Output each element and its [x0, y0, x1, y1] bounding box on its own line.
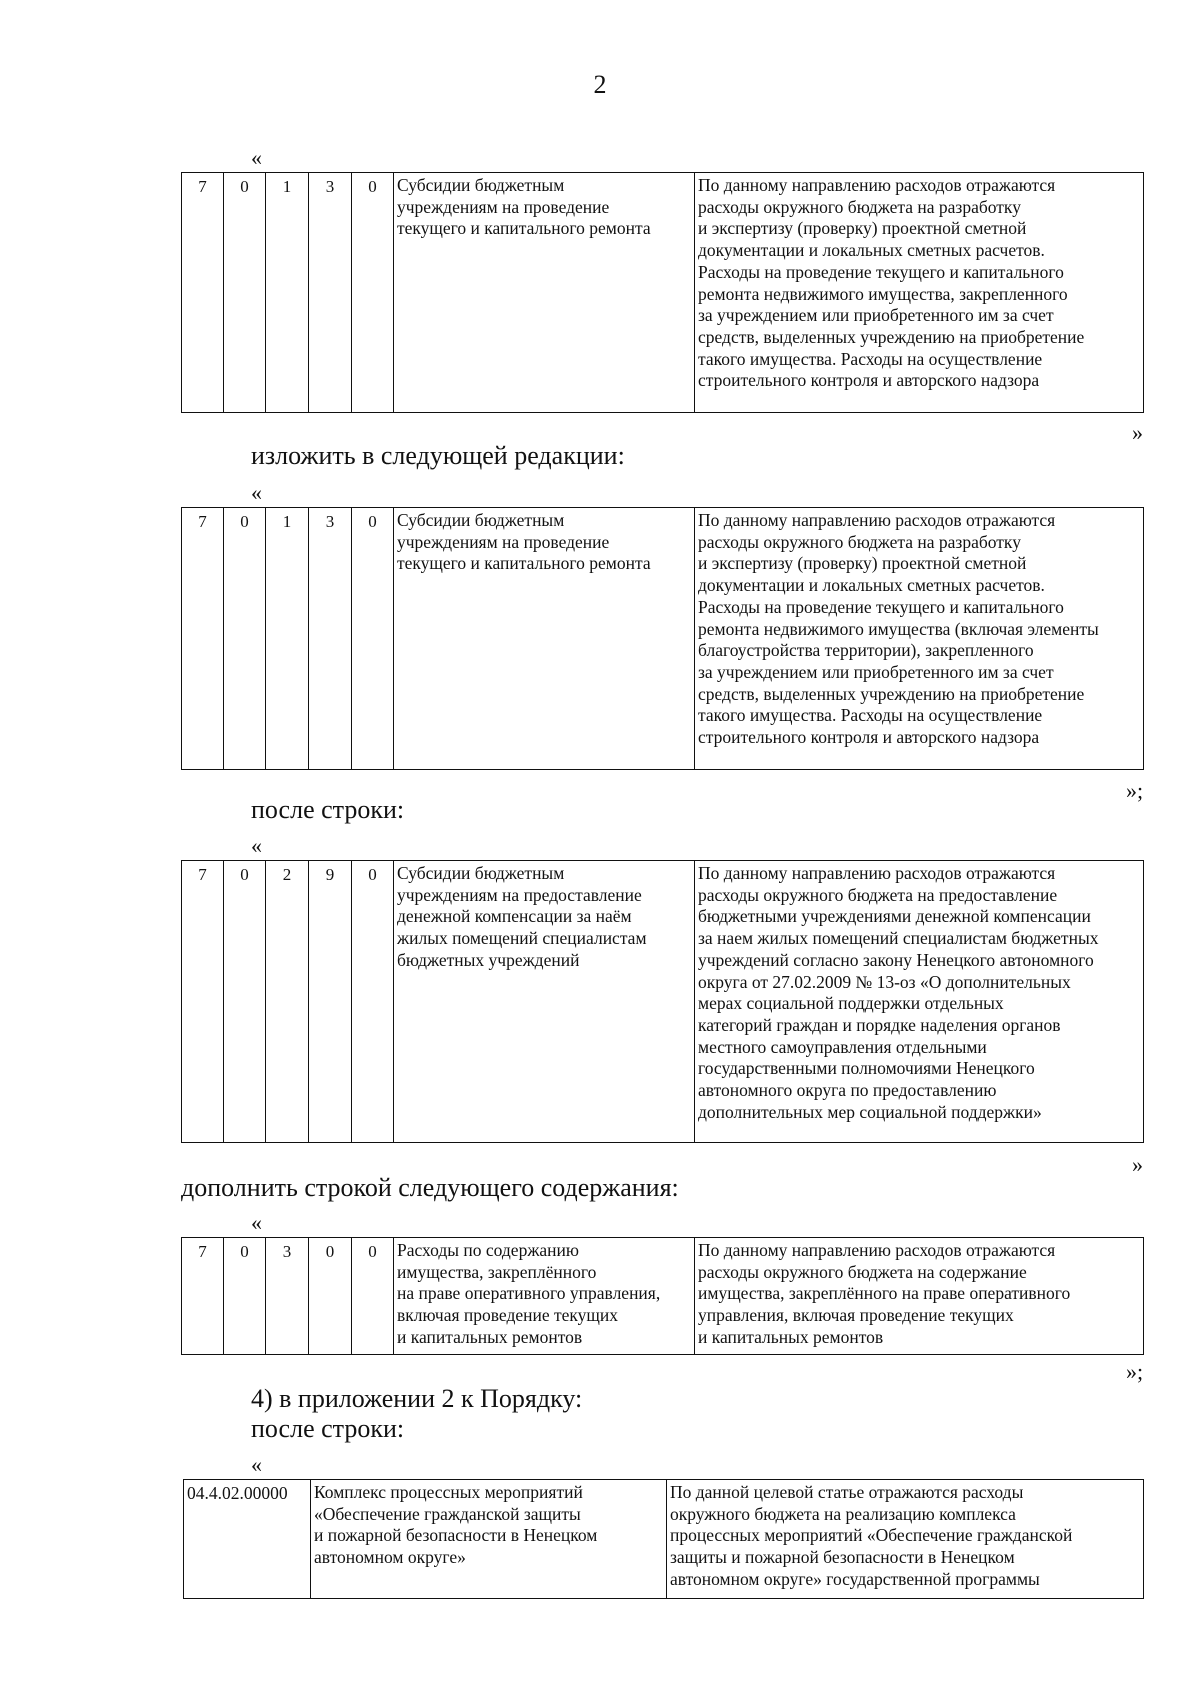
expense-description [695, 173, 1144, 413]
text-line: строительного контроля и авторского надзора [698, 727, 1040, 748]
close-quote: » [1132, 420, 1143, 445]
code-digit: 1 [266, 508, 309, 770]
expense-name [394, 1238, 695, 1355]
code-digit: 0 [224, 861, 266, 1143]
text-line: защиты и пожарной безопасности в Ненецком [670, 1547, 1015, 1568]
text-line: включая проведение текущих [397, 1305, 619, 1326]
close-quote: » [1132, 1152, 1143, 1177]
text-line: По данной целевой статье отражаются расходы [670, 1482, 1024, 1502]
text-line: По данному направлению расходов отражаются [698, 510, 1056, 530]
text-line: мерах социальной поддержки отдельных [698, 993, 1004, 1014]
text-line: автономном округе» [314, 1547, 466, 1568]
text-line: жилых помещений специалистам [397, 928, 647, 949]
text-line: управления, включая проведение текущих [698, 1305, 1014, 1326]
code-digit: 7 [182, 173, 224, 413]
text-line: государственными полномочиями Ненецкого [698, 1058, 1035, 1079]
open-quote: « [251, 145, 262, 170]
text-line: автономного округа по предоставлению [698, 1080, 997, 1101]
text-line: автономном округе» государственной программы [670, 1568, 1040, 1589]
page-number: 2 [593, 70, 607, 99]
text-line: Расходы по содержанию [397, 1240, 579, 1260]
text-line: Расходы на проведение текущего и капитального [698, 596, 1064, 617]
open-quote: « [251, 1452, 262, 1477]
text-line: и капитальных ремонтов [397, 1326, 583, 1347]
code-table-2 [181, 507, 1144, 770]
text-line: и капитальных ремонтов [698, 1326, 884, 1347]
text-line: Комплекс процессных мероприятий [314, 1482, 583, 1502]
code-table-4 [181, 1237, 1144, 1355]
text-line: расходы окружного бюджета на содержание [698, 1261, 1027, 1282]
code-digit: 3 [266, 1238, 309, 1355]
code-digit: 1 [266, 173, 309, 413]
text-line: текущего и капитального ремонта [397, 218, 651, 239]
text-line: расходы окружного бюджета на разработку [698, 196, 1021, 217]
code-digit: 3 [309, 508, 352, 770]
code-table-3 [181, 860, 1144, 1143]
close-quote: »; [1126, 778, 1144, 803]
text-line: По данному направлению расходов отражаются [698, 863, 1056, 883]
text-line: дополнительных мер социальной поддержки» [698, 1101, 1042, 1122]
program-name [311, 1480, 667, 1599]
text-line: за учреждением или приобретенного им за счет [698, 305, 1054, 326]
code-digit: 0 [224, 1238, 266, 1355]
text-line: учреждений согласно закону Ненецкого автономного [698, 949, 1094, 970]
text-line: учреждениям на предоставление [397, 884, 642, 905]
code-table-1 [181, 172, 1144, 413]
code-digit: 0 [352, 861, 394, 1143]
section-heading: дополнить строкой следующего содержания: [181, 1173, 679, 1202]
expense-description [695, 508, 1144, 770]
code-digit: 0 [352, 508, 394, 770]
text-line: учреждениям на проведение [397, 531, 610, 552]
code-digit: 0 [309, 1238, 352, 1355]
text-line: и пожарной безопасности в Ненецком [314, 1525, 598, 1546]
open-quote: « [251, 1210, 262, 1235]
text-line: за учреждением или приобретенного им за счет [698, 661, 1054, 682]
text-line: бюджетных учреждений [397, 949, 580, 970]
text-line: благоустройства территории), закрепленного [698, 640, 1034, 661]
code-table-5 [183, 1479, 1144, 1599]
code-digit: 2 [266, 861, 309, 1143]
text-line: на праве оперативного управления, [397, 1283, 661, 1304]
expense-name [394, 508, 695, 770]
text-line: Расходы на проведение текущего и капитального [698, 261, 1064, 282]
expense-description [695, 861, 1144, 1143]
target-code: 04.4.02.00000 [184, 1480, 311, 1599]
text-line: имущества, закреплённого [397, 1261, 597, 1282]
close-quote: »; [1126, 1359, 1144, 1384]
text-line: имущества, закреплённого на праве оперативного [698, 1283, 1071, 1304]
text-line: округа от 27.02.2009 № 13-оз «О дополнительных [698, 971, 1071, 992]
text-line: Субсидии бюджетным [397, 175, 565, 195]
section-heading: 4) в приложении 2 к Порядку: [251, 1384, 583, 1413]
text-line: учреждениям на проведение [397, 196, 610, 217]
code-digit: 9 [309, 861, 352, 1143]
code-digit: 7 [182, 1238, 224, 1355]
text-line: расходы окружного бюджета на предоставление [698, 884, 1058, 905]
code-digit: 0 [352, 1238, 394, 1355]
text-line: Субсидии бюджетным [397, 863, 565, 883]
text-line: строительного контроля и авторского надзора [698, 370, 1040, 391]
text-line: «Обеспечение гражданской защиты [314, 1503, 581, 1524]
code-digit: 0 [224, 173, 266, 413]
text-line: документации и локальных сметных расчетов. [698, 575, 1045, 596]
text-line: такого имущества. Расходы на осуществление [698, 705, 1043, 726]
text-line: и экспертизу (проверку) проектной сметной [698, 553, 1027, 574]
code-digit: 7 [182, 861, 224, 1143]
code-digit: 3 [309, 173, 352, 413]
text-line: денежной компенсации за наём [397, 906, 632, 927]
text-line: и экспертизу (проверку) проектной сметной [698, 218, 1027, 239]
text-line: средств, выделенных учреждению на приобретение [698, 683, 1085, 704]
text-line: документации и локальных сметных расчетов. [698, 240, 1045, 261]
text-line: ремонта недвижимого имущества, закрепленного [698, 283, 1068, 304]
text-line: Субсидии бюджетным [397, 510, 565, 530]
text-line: местного самоуправления отдельными [698, 1036, 987, 1057]
code-digit: 0 [224, 508, 266, 770]
section-heading: после строки: [251, 1414, 405, 1443]
open-quote: « [251, 833, 262, 858]
text-line: ремонта недвижимого имущества (включая элементы [698, 618, 1099, 639]
text-line: средств, выделенных учреждению на приобретение [698, 326, 1085, 347]
text-line: категорий граждан и порядке наделения органов [698, 1014, 1061, 1035]
text-line: бюджетными учреждениями денежной компенсации [698, 906, 1091, 927]
text-line: окружного бюджета на реализацию комплекса [670, 1503, 1016, 1524]
text-line: такого имущества. Расходы на осуществление [698, 348, 1043, 369]
section-heading: изложить в следующей редакции: [251, 441, 625, 470]
section-heading: после строки: [251, 795, 405, 824]
text-line: По данному направлению расходов отражаются [698, 1240, 1056, 1260]
expense-name [394, 861, 695, 1143]
text-line: процессных мероприятий «Обеспечение гражданской [670, 1525, 1073, 1546]
code-digit: 0 [352, 173, 394, 413]
text-line: текущего и капитального ремонта [397, 553, 651, 574]
expense-description [695, 1238, 1144, 1355]
program-description [667, 1480, 1144, 1599]
open-quote: « [251, 480, 262, 505]
expense-name [394, 173, 695, 413]
text-line: По данному направлению расходов отражаются [698, 175, 1056, 195]
text-line: расходы окружного бюджета на разработку [698, 531, 1021, 552]
text-line: за наем жилых помещений специалистам бюджетных [698, 928, 1099, 949]
code-digit: 7 [182, 508, 224, 770]
